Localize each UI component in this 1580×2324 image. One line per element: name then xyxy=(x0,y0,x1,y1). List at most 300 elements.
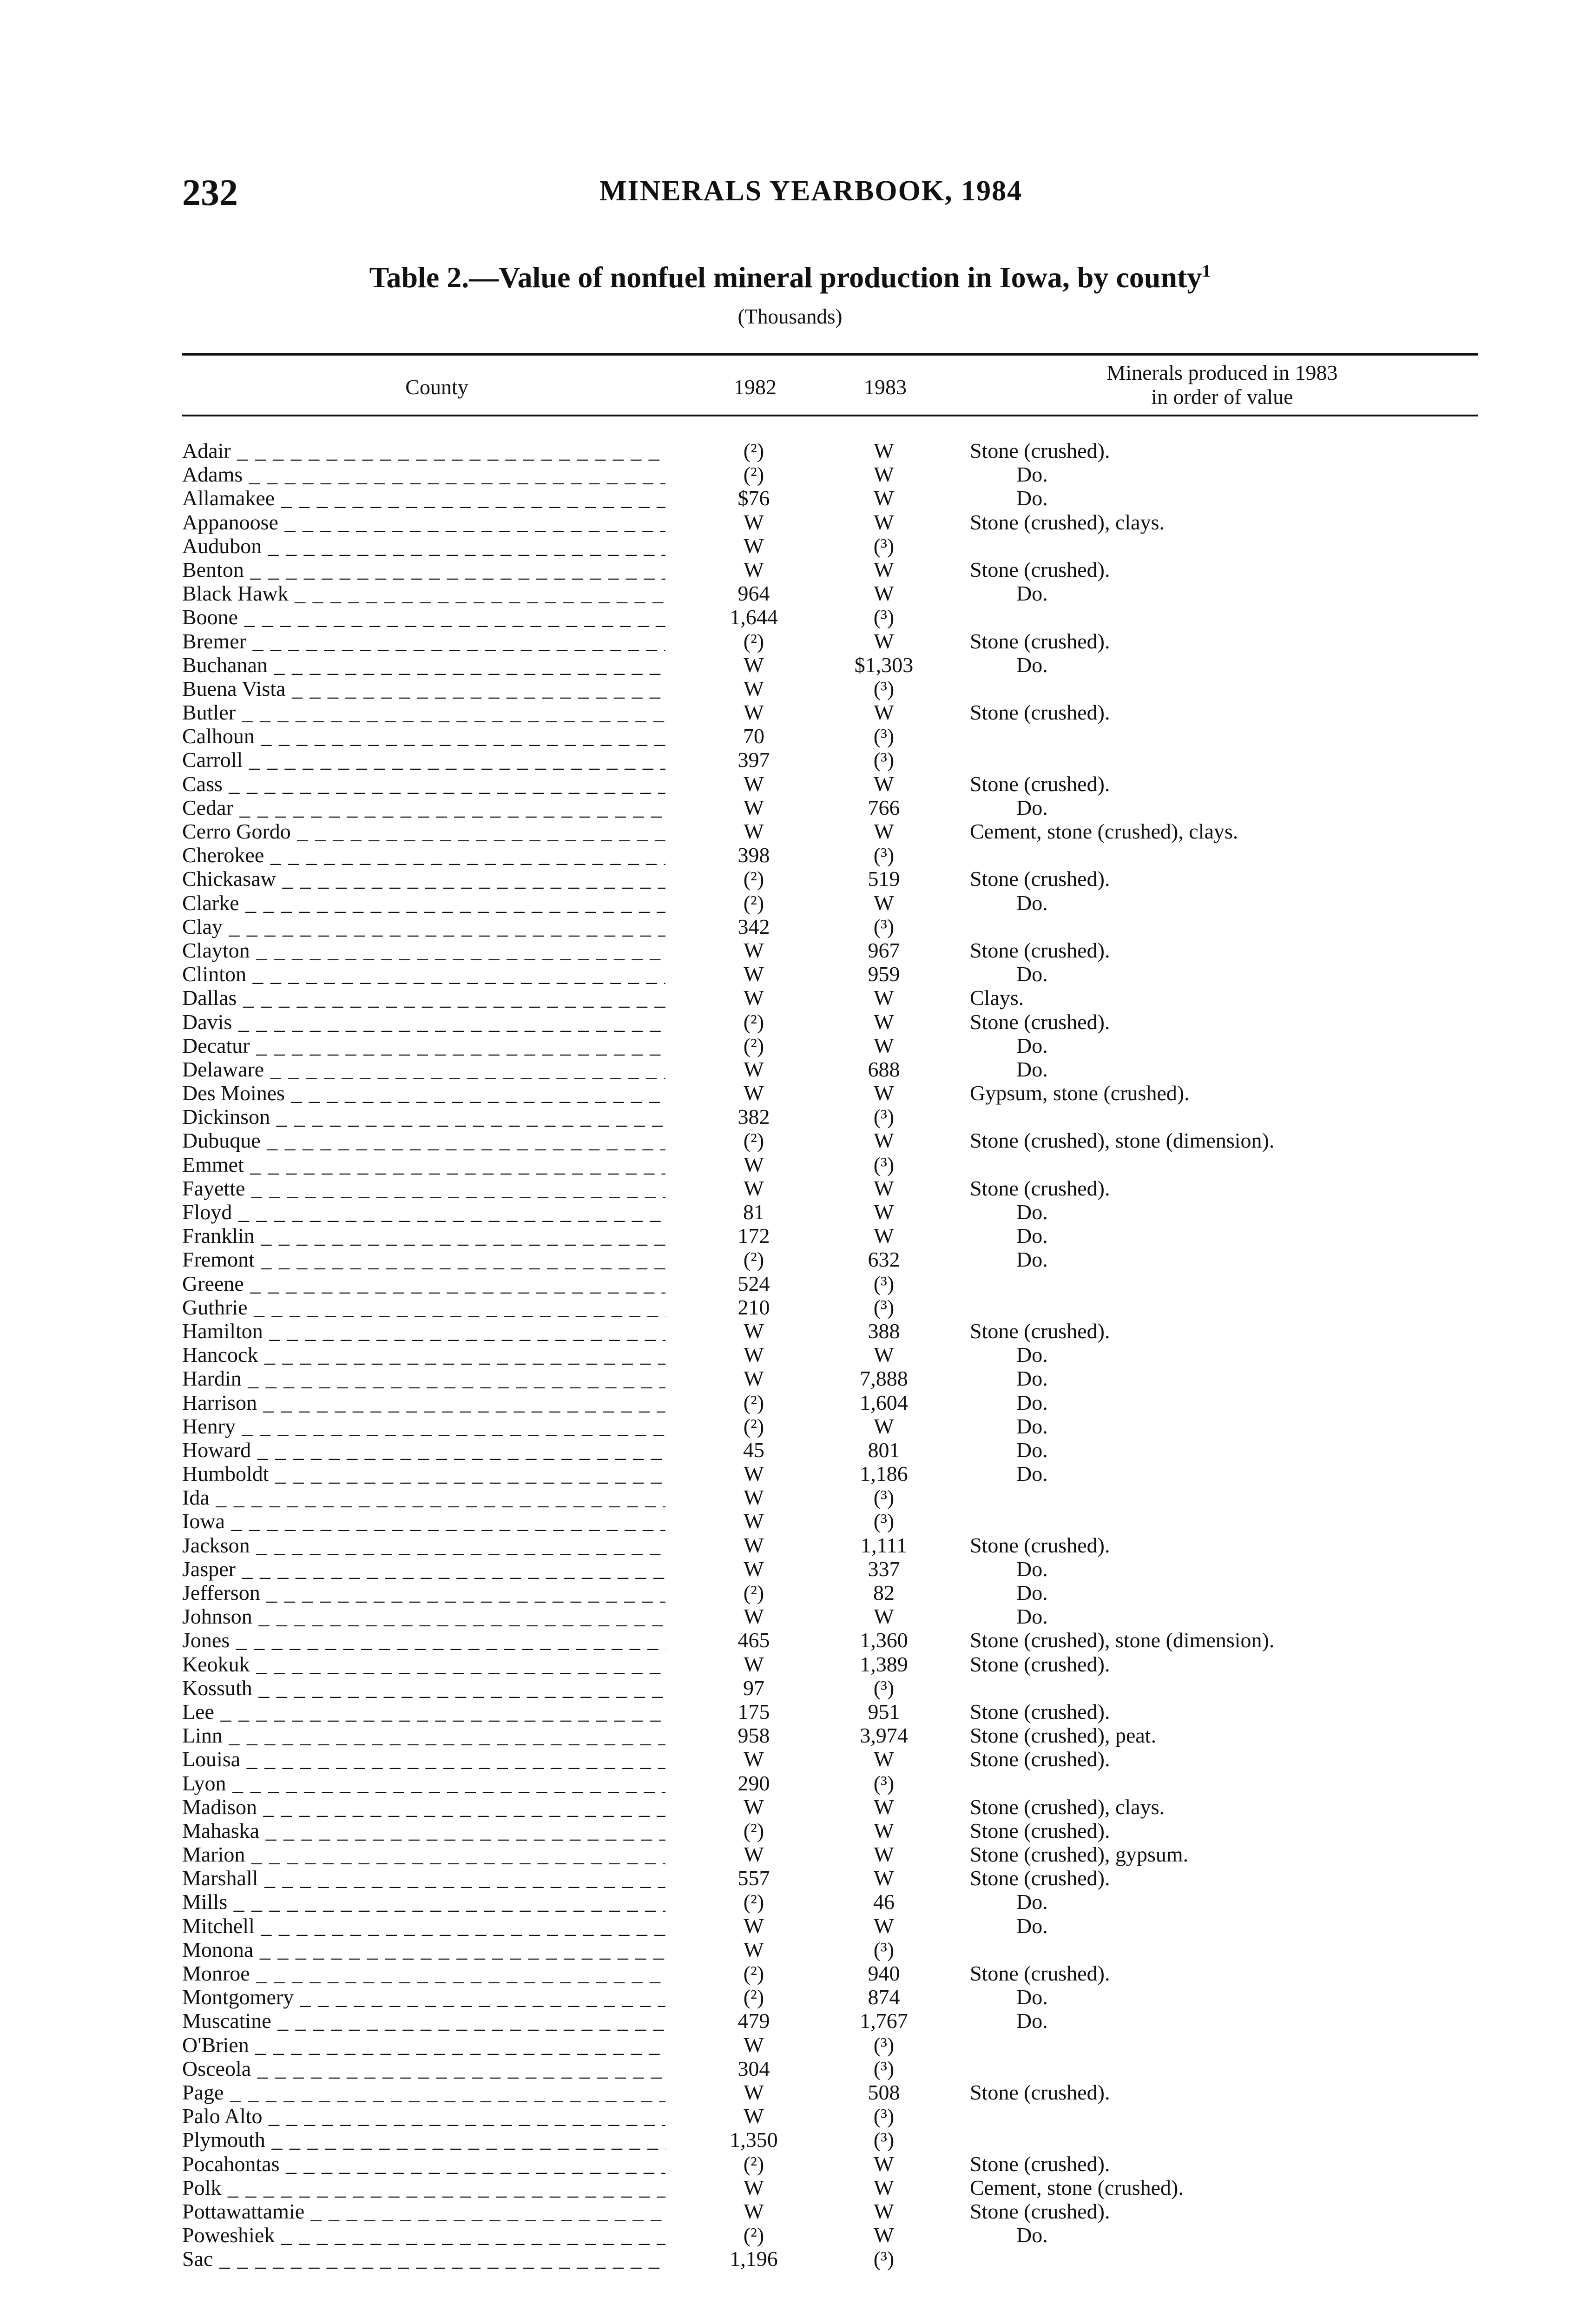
county-cell: Floyd _ _ _ xyxy=(182,1200,665,1224)
table-row xyxy=(182,1819,1478,1842)
minerals-cell: Stone (crushed). xyxy=(970,1961,1110,1985)
minerals-cell: Stone (crushed), stone (dimension). xyxy=(970,1129,1275,1153)
value-1983-cell: 801 xyxy=(868,1438,900,1462)
value-1982-cell: 557 xyxy=(737,1866,770,1890)
table-row xyxy=(182,558,1478,581)
value-1983-cell: 3,974 xyxy=(860,1723,908,1748)
value-1983-cell: 959 xyxy=(868,962,900,986)
value-1982-cell: W xyxy=(744,2175,764,2199)
value-1983-cell: (³) xyxy=(873,2247,895,2271)
value-1982-cell: (²) xyxy=(743,2223,764,2247)
value-1983-cell: 688 xyxy=(868,1057,900,1081)
value-1982-cell: W xyxy=(744,795,764,819)
county-cell: Marion _ _ _ xyxy=(182,1842,665,1866)
county-cell: Jasper _ _ _ xyxy=(182,1557,665,1581)
value-1982-cell: (²) xyxy=(743,462,764,487)
table-row xyxy=(182,2009,1478,2033)
county-cell: Pottawattamie _ _ _ xyxy=(182,2199,665,2223)
table-row xyxy=(182,1200,1478,1224)
minerals-cell: Stone (crushed), stone (dimension). xyxy=(970,1628,1275,1652)
table-row xyxy=(182,1795,1478,1819)
value-1982-cell: W xyxy=(744,2080,764,2104)
county-cell: Pocahontas _ _ _ xyxy=(182,2152,665,2176)
table-row xyxy=(182,1391,1478,1414)
table-row xyxy=(182,1414,1478,1438)
table-row xyxy=(182,2199,1478,2223)
table-title xyxy=(0,260,1580,295)
county-cell: Audubon _ _ _ xyxy=(182,534,665,558)
value-1982-cell: 175 xyxy=(737,1699,770,1723)
minerals-cell: Stone (crushed). xyxy=(970,1866,1110,1890)
value-1982-cell: W xyxy=(744,510,764,534)
value-1983-cell: W xyxy=(874,2223,894,2247)
value-1983-cell: 519 xyxy=(868,867,900,891)
value-1982-cell: W xyxy=(744,938,764,962)
value-1982-cell: W xyxy=(744,1652,764,1676)
value-1982-cell: W xyxy=(744,2104,764,2128)
value-1983-cell: 1,767 xyxy=(860,2009,908,2033)
minerals-cell: Do. xyxy=(1016,1224,1048,1248)
county-cell: O'Brien _ _ _ xyxy=(182,2033,665,2057)
value-1982-cell: (²) xyxy=(743,1414,764,1438)
value-1983-cell: (³) xyxy=(873,1486,895,1510)
county-cell: Monona _ _ _ xyxy=(182,1938,665,1961)
value-1983-cell: W xyxy=(874,462,894,487)
value-1982-cell: (²) xyxy=(743,1985,764,2009)
value-1983-cell: 508 xyxy=(868,2080,900,2104)
table-row xyxy=(182,1462,1478,1486)
county-cell: Mills _ _ _ xyxy=(182,1890,665,1914)
table-row xyxy=(182,772,1478,796)
table-row xyxy=(182,1985,1478,2009)
value-1982-cell: W xyxy=(744,700,764,725)
minerals-cell: Cement, stone (crushed), clays. xyxy=(970,819,1238,843)
value-1983-cell: 1,360 xyxy=(860,1628,908,1652)
minerals-cell: Stone (crushed), gypsum. xyxy=(970,1842,1189,1867)
table-row xyxy=(182,510,1478,534)
county-cell: Cass _ _ _ xyxy=(182,772,665,796)
county-cell: Buena Vista _ _ _ xyxy=(182,677,665,700)
table-row xyxy=(182,677,1478,700)
value-1983-cell: 766 xyxy=(868,795,900,819)
value-1983-cell: W xyxy=(874,1343,894,1367)
table-subtitle: (Thousands) xyxy=(737,305,843,328)
minerals-cell: Stone (crushed), clays. xyxy=(970,510,1165,534)
value-1982-cell: 97 xyxy=(743,1676,764,1700)
table-row xyxy=(182,1153,1478,1176)
county-cell: Adair _ _ _ xyxy=(182,439,665,462)
county-cell: Hardin _ _ _ xyxy=(182,1367,665,1390)
minerals-cell: Do. xyxy=(1016,1438,1048,1462)
value-1982-cell: 479 xyxy=(737,2009,770,2033)
value-1982-cell: W xyxy=(744,1176,764,1200)
minerals-cell: Stone (crushed). xyxy=(970,1319,1110,1343)
value-1982-cell: 45 xyxy=(743,1438,764,1462)
minerals-cell: Do. xyxy=(1016,1248,1048,1272)
value-1983-cell: W xyxy=(874,2152,894,2176)
value-1982-cell: (²) xyxy=(743,1581,764,1604)
minerals-cell: Do. xyxy=(1016,1890,1048,1914)
minerals-cell: Do. xyxy=(1016,1367,1048,1391)
minerals-cell: Stone (crushed). xyxy=(970,2152,1110,2176)
county-cell: Buchanan _ _ _ xyxy=(182,653,665,677)
table-row xyxy=(182,1272,1478,1295)
county-cell: Franklin _ _ _ xyxy=(182,1224,665,1248)
value-1983-cell: W xyxy=(874,1414,894,1438)
value-1983-cell: W xyxy=(874,1818,894,1842)
county-cell: Jackson _ _ _ xyxy=(182,1533,665,1557)
value-1982-cell: W xyxy=(744,1557,764,1581)
minerals-cell: Do. xyxy=(1016,795,1048,819)
value-1983-cell: (³) xyxy=(873,843,895,867)
value-1982-cell: 397 xyxy=(737,748,770,772)
value-1983-cell: W xyxy=(874,1033,894,1057)
value-1983-cell: (³) xyxy=(873,1295,895,1319)
value-1982-cell: W xyxy=(744,1057,764,1081)
county-cell: Palo Alto _ _ _ xyxy=(182,2104,665,2128)
minerals-cell: Do. xyxy=(1016,462,1048,487)
minerals-cell: Stone (crushed). xyxy=(970,2199,1110,2223)
value-1983-cell: W xyxy=(874,1176,894,1200)
value-1983-cell: W xyxy=(874,1842,894,1867)
minerals-cell: Stone (crushed). xyxy=(970,557,1110,581)
value-1983-cell: 1,604 xyxy=(860,1390,908,1414)
minerals-cell: Do. xyxy=(1016,1557,1048,1581)
value-1983-cell: 940 xyxy=(868,1961,900,1985)
value-1982-cell: (²) xyxy=(743,1033,764,1057)
value-1983-cell: W xyxy=(874,557,894,581)
table-row xyxy=(182,2128,1478,2152)
minerals-cell: Clays. xyxy=(970,986,1024,1010)
value-1982-cell: (²) xyxy=(743,1890,764,1914)
county-cell: Greene _ _ _ xyxy=(182,1272,665,1295)
minerals-cell: Do. xyxy=(1016,486,1048,510)
value-1982-cell: 964 xyxy=(737,581,770,606)
table-row xyxy=(182,1890,1478,1914)
value-1983-cell: (³) xyxy=(873,2104,895,2128)
table-row xyxy=(182,1700,1478,1723)
value-1983-cell: 951 xyxy=(868,1699,900,1723)
table-row xyxy=(182,700,1478,724)
value-1983-cell: W xyxy=(874,629,894,653)
value-1983-cell: W xyxy=(874,1795,894,1819)
value-1982-cell: W xyxy=(744,1533,764,1557)
county-cell: Cerro Gordo _ _ _ xyxy=(182,819,665,843)
value-1982-cell: 958 xyxy=(737,1723,770,1748)
value-1983-cell: 632 xyxy=(868,1248,900,1272)
minerals-cell: Cement, stone (crushed). xyxy=(970,2175,1184,2199)
table-title-text: Table 2.—Value of nonfuel mineral production in Iowa, by county xyxy=(369,261,1202,294)
value-1982-cell: $76 xyxy=(737,486,770,510)
minerals-cell: Stone (crushed). xyxy=(970,1652,1110,1676)
table-row xyxy=(182,724,1478,748)
county-cell: Davis _ _ _ xyxy=(182,1010,665,1034)
table-row xyxy=(182,2223,1478,2247)
value-1983-cell: 967 xyxy=(868,938,900,962)
value-1983-cell: 874 xyxy=(868,1985,900,2009)
value-1983-cell: W xyxy=(874,510,894,534)
county-cell: Des Moines _ _ _ xyxy=(182,1081,665,1105)
value-1983-cell: W xyxy=(874,439,894,462)
county-cell: Iowa _ _ _ xyxy=(182,1509,665,1533)
minerals-cell: Do. xyxy=(1016,962,1048,986)
value-1983-cell: 388 xyxy=(868,1319,900,1343)
value-1983-cell: (³) xyxy=(873,2128,895,2152)
value-1983-cell: (³) xyxy=(873,1676,895,1700)
table-row xyxy=(182,1723,1478,1747)
value-1983-cell: W xyxy=(874,891,894,915)
value-1982-cell: (²) xyxy=(743,891,764,915)
table-top-rule xyxy=(182,353,1478,356)
value-1982-cell: W xyxy=(744,986,764,1010)
value-1983-cell: W xyxy=(874,1224,894,1248)
minerals-cell: Stone (crushed). xyxy=(970,1533,1110,1557)
county-cell: Decatur _ _ _ xyxy=(182,1034,665,1057)
minerals-cell: Stone (crushed). xyxy=(970,1010,1110,1034)
value-1982-cell: 1,196 xyxy=(730,2247,778,2271)
county-cell: Monroe _ _ _ xyxy=(182,1961,665,1985)
value-1982-cell: (²) xyxy=(743,867,764,891)
value-1983-cell: (³) xyxy=(873,1105,895,1129)
county-cell: Marshall _ _ _ xyxy=(182,1866,665,1890)
county-cell: Clarke _ _ _ xyxy=(182,891,665,915)
minerals-cell: Do. xyxy=(1016,1390,1048,1414)
value-1982-cell: 210 xyxy=(737,1295,770,1319)
table-row xyxy=(182,1367,1478,1390)
value-1983-cell: (³) xyxy=(873,605,895,629)
county-cell: Fayette _ _ _ xyxy=(182,1176,665,1200)
county-cell: Butler _ _ _ xyxy=(182,700,665,724)
table-row xyxy=(182,1866,1478,1890)
table-row xyxy=(182,891,1478,915)
county-cell: Jones _ _ _ xyxy=(182,1628,665,1652)
header-minerals-line2: in order of value xyxy=(1151,385,1293,409)
county-cell: Hamilton _ _ _ xyxy=(182,1319,665,1343)
header-county: County xyxy=(405,375,468,399)
table-row xyxy=(182,1961,1478,1985)
table-row xyxy=(182,581,1478,605)
minerals-cell: Gypsum, stone (crushed). xyxy=(970,1081,1190,1105)
county-cell: Madison _ _ _ xyxy=(182,1795,665,1819)
value-1982-cell: 70 xyxy=(743,724,764,748)
minerals-cell: Stone (crushed). xyxy=(970,772,1110,796)
value-1983-cell: (³) xyxy=(873,676,895,700)
value-1982-cell: W xyxy=(744,1343,764,1367)
value-1982-cell: W xyxy=(744,1367,764,1391)
county-cell: Jefferson _ _ _ xyxy=(182,1581,665,1604)
table-row xyxy=(182,1176,1478,1200)
county-cell: Cherokee _ _ _ xyxy=(182,843,665,867)
county-cell: Polk _ _ _ xyxy=(182,2176,665,2199)
value-1983-cell: W xyxy=(874,819,894,843)
minerals-cell: Stone (crushed). xyxy=(970,2080,1110,2104)
table-row xyxy=(182,1533,1478,1557)
county-cell: Clay _ _ _ xyxy=(182,915,665,938)
value-1983-cell: (³) xyxy=(873,748,895,772)
table-row xyxy=(182,1057,1478,1081)
minerals-cell: Do. xyxy=(1016,581,1048,606)
value-1983-cell: $1,303 xyxy=(854,653,914,677)
table-row xyxy=(182,1509,1478,1533)
minerals-cell: Stone (crushed), peat. xyxy=(970,1723,1157,1748)
county-cell: Black Hawk _ _ _ xyxy=(182,581,665,605)
header-1982: 1982 xyxy=(734,375,777,399)
minerals-cell: Stone (crushed). xyxy=(970,439,1110,462)
table-row xyxy=(182,2247,1478,2271)
county-cell: Emmet _ _ _ xyxy=(182,1153,665,1176)
value-1982-cell: (²) xyxy=(743,1818,764,1842)
minerals-cell: Stone (crushed). xyxy=(970,1818,1110,1842)
value-1982-cell: W xyxy=(744,1842,764,1867)
minerals-cell: Do. xyxy=(1016,2009,1048,2033)
table-row xyxy=(182,867,1478,891)
county-cell: Howard _ _ _ xyxy=(182,1438,665,1462)
table-row xyxy=(182,2152,1478,2176)
value-1983-cell: (³) xyxy=(873,1937,895,1961)
county-cell: Dallas _ _ _ xyxy=(182,986,665,1010)
value-1982-cell: 524 xyxy=(737,1271,770,1295)
value-1983-cell: W xyxy=(874,1914,894,1938)
county-cell: Fremont _ _ _ xyxy=(182,1248,665,1271)
value-1983-cell: (³) xyxy=(873,724,895,748)
table-row xyxy=(182,2033,1478,2057)
value-1982-cell: W xyxy=(744,1081,764,1105)
minerals-cell: Do. xyxy=(1016,1200,1048,1224)
value-1982-cell: W xyxy=(744,962,764,986)
value-1982-cell: W xyxy=(744,2033,764,2057)
minerals-cell: Stone (crushed). xyxy=(970,938,1110,962)
table-row xyxy=(182,1438,1478,1462)
value-1982-cell: W xyxy=(744,1509,764,1533)
value-1982-cell: W xyxy=(744,1937,764,1961)
county-cell: Humboldt _ _ _ xyxy=(182,1462,665,1486)
county-cell: Boone _ _ _ xyxy=(182,605,665,629)
county-cell: Allamakee _ _ _ xyxy=(182,486,665,510)
table-row xyxy=(182,439,1478,462)
county-cell: Carroll _ _ _ xyxy=(182,748,665,772)
table-row xyxy=(182,2080,1478,2104)
value-1982-cell: (²) xyxy=(743,439,764,462)
value-1982-cell: (²) xyxy=(743,629,764,653)
table-title-footnote: 1 xyxy=(1202,261,1211,281)
county-cell: Mahaska _ _ _ xyxy=(182,1819,665,1842)
minerals-cell: Do. xyxy=(1016,1057,1048,1081)
county-cell: Guthrie _ _ _ xyxy=(182,1295,665,1319)
value-1982-cell: (²) xyxy=(743,1248,764,1272)
value-1982-cell: 398 xyxy=(737,843,770,867)
value-1982-cell: (²) xyxy=(743,1961,764,1985)
value-1982-cell: W xyxy=(744,534,764,558)
county-cell: Plymouth _ _ _ xyxy=(182,2128,665,2152)
table-row xyxy=(182,843,1478,867)
value-1983-cell: (³) xyxy=(873,914,895,938)
value-1983-cell: W xyxy=(874,1010,894,1034)
table-body xyxy=(182,439,1478,2271)
minerals-cell: Stone (crushed). xyxy=(970,1176,1110,1200)
value-1983-cell: W xyxy=(874,772,894,796)
minerals-cell: Stone (crushed). xyxy=(970,1747,1110,1771)
table-row xyxy=(182,1105,1478,1129)
value-1982-cell: W xyxy=(744,1914,764,1938)
county-cell: Page _ _ _ xyxy=(182,2080,665,2104)
value-1982-cell: 382 xyxy=(737,1105,770,1129)
table-row xyxy=(182,1486,1478,1509)
value-1982-cell: W xyxy=(744,676,764,700)
table-row xyxy=(182,2057,1478,2080)
table-row xyxy=(182,1081,1478,1105)
minerals-cell: Stone (crushed). xyxy=(970,629,1110,653)
minerals-cell: Do. xyxy=(1016,1985,1048,2009)
county-cell: Mitchell _ _ _ xyxy=(182,1914,665,1938)
value-1982-cell: (²) xyxy=(743,1390,764,1414)
value-1983-cell: W xyxy=(874,700,894,725)
county-cell: Sac _ _ _ xyxy=(182,2247,665,2271)
value-1982-cell: W xyxy=(744,2199,764,2223)
value-1983-cell: (³) xyxy=(873,2033,895,2057)
county-cell: Johnson _ _ _ xyxy=(182,1604,665,1628)
running-head: MINERALS YEARBOOK, 1984 xyxy=(599,175,1023,207)
county-cell: Henry _ _ _ xyxy=(182,1414,665,1438)
table-row xyxy=(182,938,1478,962)
value-1982-cell: W xyxy=(744,1795,764,1819)
county-cell: Appanoose _ _ _ xyxy=(182,510,665,534)
minerals-cell: Do. xyxy=(1016,1604,1048,1629)
value-1983-cell: 1,186 xyxy=(860,1462,908,1486)
county-cell: Hancock _ _ _ xyxy=(182,1343,665,1367)
table-row xyxy=(182,462,1478,486)
table-row xyxy=(182,1581,1478,1604)
table-row xyxy=(182,1676,1478,1700)
table-row xyxy=(182,2176,1478,2199)
value-1983-cell: W xyxy=(874,581,894,606)
table-row xyxy=(182,796,1478,819)
table-row xyxy=(182,962,1478,986)
county-cell: Linn _ _ _ xyxy=(182,1723,665,1747)
table-row xyxy=(182,2104,1478,2128)
county-cell: Bremer _ _ _ xyxy=(182,629,665,653)
table-row xyxy=(182,629,1478,653)
table-row xyxy=(182,1343,1478,1367)
value-1982-cell: W xyxy=(744,819,764,843)
header-1983: 1983 xyxy=(864,375,907,399)
value-1982-cell: (²) xyxy=(743,1129,764,1153)
value-1982-cell: 290 xyxy=(737,1771,770,1795)
county-cell: Chickasaw _ _ _ xyxy=(182,867,665,891)
minerals-cell: Stone (crushed). xyxy=(970,700,1110,725)
value-1982-cell: 172 xyxy=(737,1224,770,1248)
value-1983-cell: (³) xyxy=(873,2056,895,2080)
value-1982-cell: W xyxy=(744,1747,764,1771)
table-row xyxy=(182,1628,1478,1652)
table-row xyxy=(182,1129,1478,1152)
county-cell: Ida _ _ _ xyxy=(182,1486,665,1509)
table-row xyxy=(182,1938,1478,1961)
county-cell: Harrison _ _ _ xyxy=(182,1391,665,1414)
table-row xyxy=(182,819,1478,843)
minerals-cell: Do. xyxy=(1016,1581,1048,1604)
table-row xyxy=(182,486,1478,510)
county-cell: Louisa _ _ _ xyxy=(182,1747,665,1771)
value-1982-cell: W xyxy=(744,1604,764,1629)
value-1983-cell: W xyxy=(874,1129,894,1153)
value-1983-cell: W xyxy=(874,2199,894,2223)
value-1983-cell: W xyxy=(874,1747,894,1771)
minerals-cell: Do. xyxy=(1016,653,1048,677)
county-cell: Adams _ _ _ xyxy=(182,462,665,486)
table-row xyxy=(182,1034,1478,1057)
minerals-cell: Do. xyxy=(1016,2223,1048,2247)
value-1982-cell: W xyxy=(744,772,764,796)
